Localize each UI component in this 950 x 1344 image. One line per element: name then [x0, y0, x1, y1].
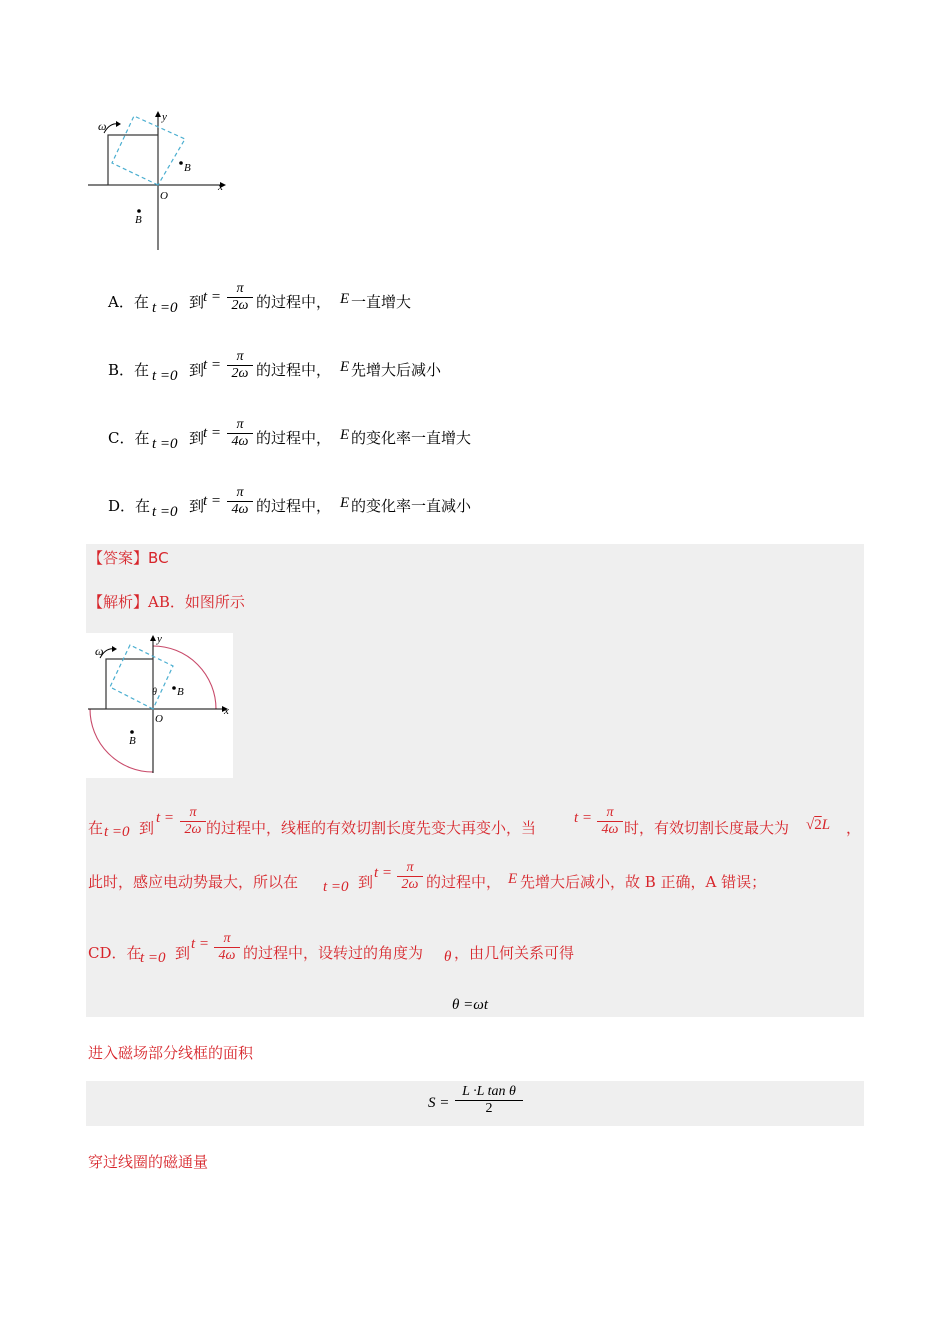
- t-zero: t =0: [152, 436, 178, 452]
- emf-symbol: E: [340, 427, 350, 443]
- solution-figure: [86, 633, 233, 778]
- fraction: π 4ω: [597, 805, 623, 838]
- option-label: B．在: [108, 361, 150, 379]
- answer-line: 【答案】BC: [88, 549, 169, 567]
- field-label-1: B: [184, 162, 191, 174]
- omega-label: ω: [95, 644, 104, 658]
- t-equals: t =: [203, 289, 222, 305]
- square-frame: [108, 135, 158, 185]
- emf-symbol: E: [340, 495, 350, 511]
- t-zero: t =0: [152, 300, 178, 316]
- solution-paragraph-2: 此时，感应电动势最大，所以在 t =0 到 t = π 2ω 的过程中， E 先增大后减小，故 B 正确，A 错误；: [88, 860, 767, 895]
- solution-paragraph-3: CD．在 t =0 到 t = π 4ω 的过程中，设转过的角度为 θ ，由几何关系可得: [88, 931, 575, 966]
- option-tail: 一直增大: [351, 293, 412, 311]
- field-label-2: B: [129, 735, 136, 747]
- to-word: 到: [189, 497, 205, 515]
- fraction: π 2ω: [227, 349, 253, 382]
- rotating-frame-figure: [86, 108, 236, 253]
- fraction: π 2ω: [180, 805, 206, 838]
- option-tail: 先增大后减小: [351, 361, 442, 379]
- option-tail: 的变化率一直增大: [351, 429, 472, 447]
- area-sentence: 进入磁场部分线框的面积: [88, 1044, 254, 1062]
- option-text: 的过程中，: [256, 497, 332, 515]
- y-axis-arrow: [155, 111, 161, 117]
- theta-label: θ: [152, 687, 157, 698]
- equation-theta: θ =ωt: [452, 997, 488, 1013]
- solution-paragraph-1: 在 t =0 到 t = π 2ω 的过程中，线框的有效切割长度先变大再变小，当 t = π 4ω 时，有效切割长度最大为 √2L ，: [88, 805, 862, 840]
- flux-sentence: 穿过线圈的磁通量: [88, 1153, 209, 1171]
- emf-symbol: E: [340, 291, 350, 307]
- origin-label: O: [160, 190, 168, 202]
- x-label: x: [218, 181, 223, 193]
- option-tail: 的变化率一直减小: [351, 497, 472, 515]
- y-label: y: [162, 111, 167, 123]
- to-word: 到: [189, 429, 205, 447]
- rotated-frame-dashed: [112, 116, 185, 185]
- emf-symbol: E: [340, 359, 350, 375]
- y-label: y: [157, 633, 162, 645]
- fraction: L ·L tan θ 2: [455, 1084, 523, 1117]
- x-label: x: [224, 705, 229, 717]
- option-text: 的过程中，: [256, 361, 332, 379]
- field-dot-1: [172, 686, 176, 690]
- t-equals: t =: [203, 493, 222, 509]
- to-word: 到: [189, 293, 205, 311]
- omega-label: ω: [98, 119, 107, 133]
- fraction: π 2ω: [227, 281, 253, 314]
- option-text: 的过程中，: [256, 293, 332, 311]
- t-zero: t =0: [152, 504, 178, 520]
- option-label: A．在: [108, 293, 149, 311]
- fraction: π 4ω: [227, 485, 253, 518]
- option-label: D．在: [108, 497, 151, 515]
- t-equals: t =: [203, 425, 222, 441]
- sqrt-symbol: √2L: [806, 817, 831, 833]
- rotation-arrowhead: [116, 121, 121, 127]
- field-label-2: B: [135, 214, 142, 226]
- fraction: π 4ω: [227, 417, 253, 450]
- answer-heading: 答案: [103, 549, 134, 567]
- fraction: π 2ω: [397, 860, 423, 893]
- field-dot-2: [130, 730, 134, 734]
- fraction: π 4ω: [214, 931, 240, 964]
- option-text: 的过程中，: [256, 429, 332, 447]
- t-zero: t =0: [152, 368, 178, 384]
- option-label: C．在: [108, 429, 150, 447]
- field-label-1: B: [177, 686, 184, 698]
- t-equals: t =: [203, 357, 222, 373]
- analysis-intro: AB．如图所示: [148, 593, 245, 611]
- analysis-heading: 解析: [103, 593, 134, 611]
- analysis-line: 【解析】AB．如图所示: [88, 593, 245, 611]
- field-dot-1: [179, 161, 183, 165]
- origin-label: O: [155, 713, 163, 725]
- field-dot-2: [137, 209, 141, 213]
- to-word: 到: [189, 361, 205, 379]
- answer-value: BC: [148, 549, 169, 567]
